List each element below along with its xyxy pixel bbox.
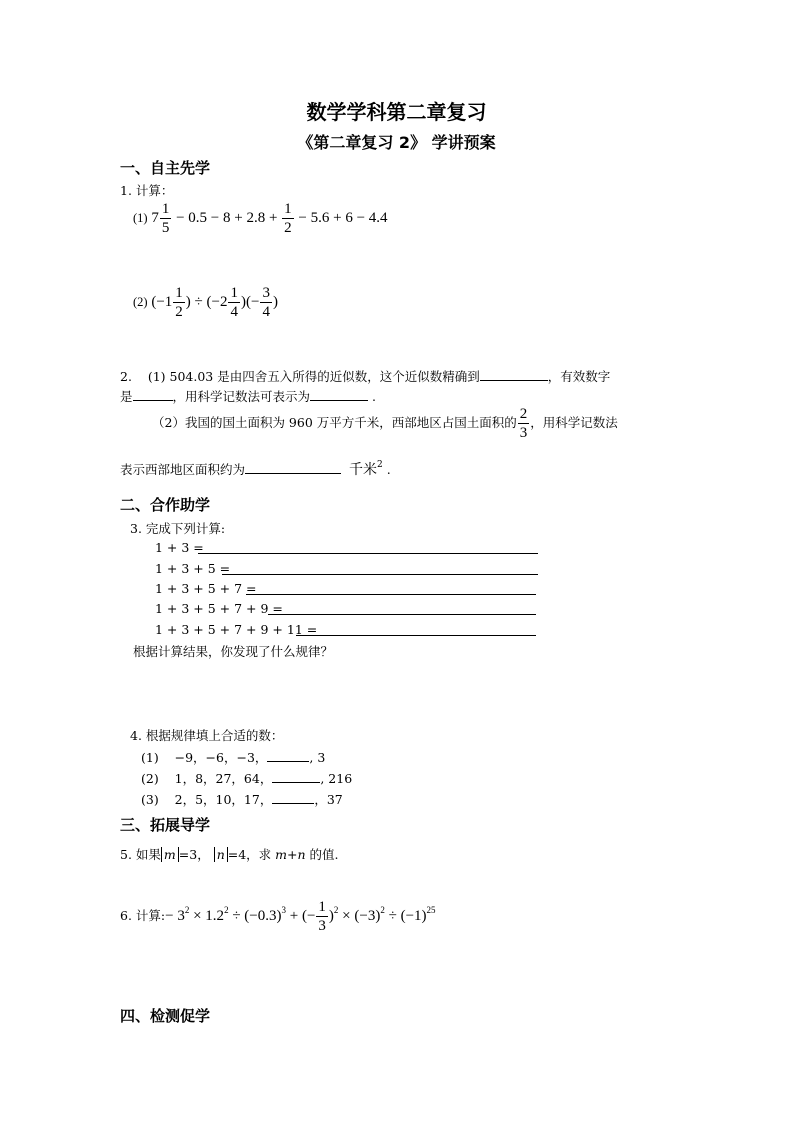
fraction xyxy=(160,200,172,237)
fraction xyxy=(228,284,240,321)
q3-label: 3. 完成下列计算: xyxy=(130,521,226,536)
q3-row-1: 1 + 3 = xyxy=(155,540,204,555)
fraction xyxy=(518,405,530,442)
numerator: 1 xyxy=(284,201,292,217)
exponent: 25 xyxy=(426,904,436,915)
exponent: 2 xyxy=(224,904,229,915)
q6-text xyxy=(120,898,436,935)
answer-line[interactable] xyxy=(198,553,538,554)
answer-line[interactable] xyxy=(296,635,536,636)
q2-line4 xyxy=(120,459,391,479)
q2-p2-text-c: 表示西部地区面积约为 xyxy=(120,462,246,477)
abs-n: n xyxy=(214,847,228,862)
q1-label: 1. 计算： xyxy=(120,183,174,198)
numerator: 1 xyxy=(318,899,326,915)
q1-p2-b: ) ÷ (−2 xyxy=(185,293,228,310)
answer-line[interactable] xyxy=(246,594,536,595)
q2-line1 xyxy=(120,366,610,385)
page-subtitle: 《第二章复习 2》 学讲预案 xyxy=(297,133,496,152)
q2-p1-text-c: 是 xyxy=(120,389,133,404)
numerator: 2 xyxy=(519,406,528,422)
denominator: 5 xyxy=(161,220,170,236)
fraction xyxy=(260,284,272,321)
abs-m: m xyxy=(161,847,179,862)
section-heading-1: 一、自主先学 xyxy=(120,159,211,177)
answer-blank[interactable] xyxy=(480,366,548,381)
exponent: 2 xyxy=(380,904,385,915)
q4-sequence-end: , 216 xyxy=(320,771,353,786)
q6-term: × (−3) xyxy=(342,907,381,924)
q6-term: − 3 xyxy=(165,907,185,924)
q2-p1-text-d: ，用科学记数法可表示为 xyxy=(172,389,311,404)
q2-p1-text-b: ，有效数字 xyxy=(547,369,611,384)
denominator: 4 xyxy=(230,304,238,320)
q1-p2-d: ) xyxy=(272,293,278,310)
q6-term: ÷ (−1) xyxy=(388,907,427,924)
q6-expression xyxy=(165,899,436,934)
q4-label: 4. 根据规律填上合适的数： xyxy=(130,728,284,743)
unit-text: 千米 xyxy=(348,462,377,478)
q1-part2 xyxy=(133,284,278,321)
answer-blank[interactable] xyxy=(310,386,368,401)
q1-p1-mid: − 0.5 − 8 + 2.8 + xyxy=(176,209,278,226)
q4-row-3 xyxy=(141,789,343,808)
q4-sequence: 1，8，27，64， xyxy=(174,771,273,786)
q3-row-3: 1 + 3 + 5 + 7 = xyxy=(155,581,257,596)
numerator: 1 xyxy=(230,285,238,301)
q5-text-c: =4，求 xyxy=(227,847,272,862)
denominator: 3 xyxy=(519,425,528,441)
q2-p2-text-b: ，用科学记数法 xyxy=(530,415,618,430)
denominator: 4 xyxy=(262,304,270,320)
q4-row-index: (1) xyxy=(141,750,159,765)
answer-blank[interactable] xyxy=(267,747,309,762)
q3-row-5: 1 + 3 + 5 + 7 + 9 + 11 = xyxy=(155,622,318,637)
q4-sequence-end: , 3 xyxy=(309,750,326,765)
q6-term: ) xyxy=(328,907,334,924)
q3-question: 根据计算结果，你发现了什么规律？ xyxy=(133,644,334,659)
section-heading-2: 二、合作助学 xyxy=(120,496,211,514)
q2-line2 xyxy=(120,386,376,405)
answer-blank[interactable] xyxy=(245,459,341,474)
denominator: 2 xyxy=(284,220,292,236)
section-heading-3: 三、拓展导学 xyxy=(120,816,211,834)
q4-sequence-end: ，37 xyxy=(314,792,343,807)
numerator: 1 xyxy=(175,285,183,301)
fraction xyxy=(173,284,185,321)
q5-text-d: 的值. xyxy=(309,847,339,862)
q4-sequence: −9，−6，−3， xyxy=(174,750,268,765)
numerator: 3 xyxy=(262,285,270,301)
page-title: 数学学科第二章复习 xyxy=(306,100,487,124)
q1-p1-prefix: (1) xyxy=(133,210,148,225)
answer-blank[interactable] xyxy=(133,386,173,401)
q2-p1-text-e: . xyxy=(372,389,376,404)
q6-term: × 1.2 xyxy=(193,907,225,924)
q2-p2-text-a: （2）我国的国土面积为 960 万平方千米，西部地区占国土面积的 xyxy=(152,415,517,430)
q1-p1-end: − 5.6 + 6 − 4.4 xyxy=(298,209,388,226)
fraction xyxy=(282,200,294,237)
q2-line3 xyxy=(152,405,618,442)
q1-part1 xyxy=(133,200,388,237)
answer-blank[interactable] xyxy=(272,768,320,783)
exponent: 2 xyxy=(333,904,339,915)
q4-row-index: (3) xyxy=(141,792,159,807)
q4-row-index: (2) xyxy=(141,771,159,786)
q3-row-2: 1 + 3 + 5 = xyxy=(155,561,231,576)
denominator: 3 xyxy=(318,918,326,934)
q6-term: ÷ (−0.3) xyxy=(232,907,282,924)
q6-term: + (− xyxy=(289,907,316,924)
q2-p2-end: . xyxy=(386,462,391,477)
unit-exponent: 2 xyxy=(376,460,383,470)
section-heading-4: 四、检测促学 xyxy=(120,1007,211,1025)
q5-text xyxy=(120,845,339,863)
answer-line[interactable] xyxy=(222,574,538,575)
q5-text-b: =3， xyxy=(178,847,210,862)
q2-number: 2. xyxy=(120,369,132,384)
q1-p2-prefix: (2) xyxy=(133,294,148,309)
numerator: 1 xyxy=(161,201,170,217)
q4-row-2 xyxy=(141,768,352,787)
q6-label: 6. 计算: xyxy=(120,907,166,923)
q5-text-a: 5. 如果 xyxy=(120,847,161,862)
fraction xyxy=(316,898,328,935)
q3-row-4: 1 + 3 + 5 + 7 + 9 = xyxy=(155,601,283,616)
q2-p1-text-a: (1) 504.03 是由四舍五入所得的近似数，这个近似数精确到 xyxy=(147,369,480,384)
exponent: 3 xyxy=(281,904,286,915)
q1-p2-c: )(− xyxy=(240,293,260,310)
q5-expression: m+n xyxy=(275,847,306,862)
denominator: 2 xyxy=(175,304,183,320)
q4-sequence: 2，5，10，17， xyxy=(174,792,273,807)
q4-row-1 xyxy=(141,747,325,766)
exponent: 2 xyxy=(184,904,190,915)
q1-p2-a: (−1 xyxy=(151,293,173,310)
q1-p1-int: 7 xyxy=(151,209,159,226)
answer-blank[interactable] xyxy=(272,789,314,804)
answer-line[interactable] xyxy=(268,614,536,615)
